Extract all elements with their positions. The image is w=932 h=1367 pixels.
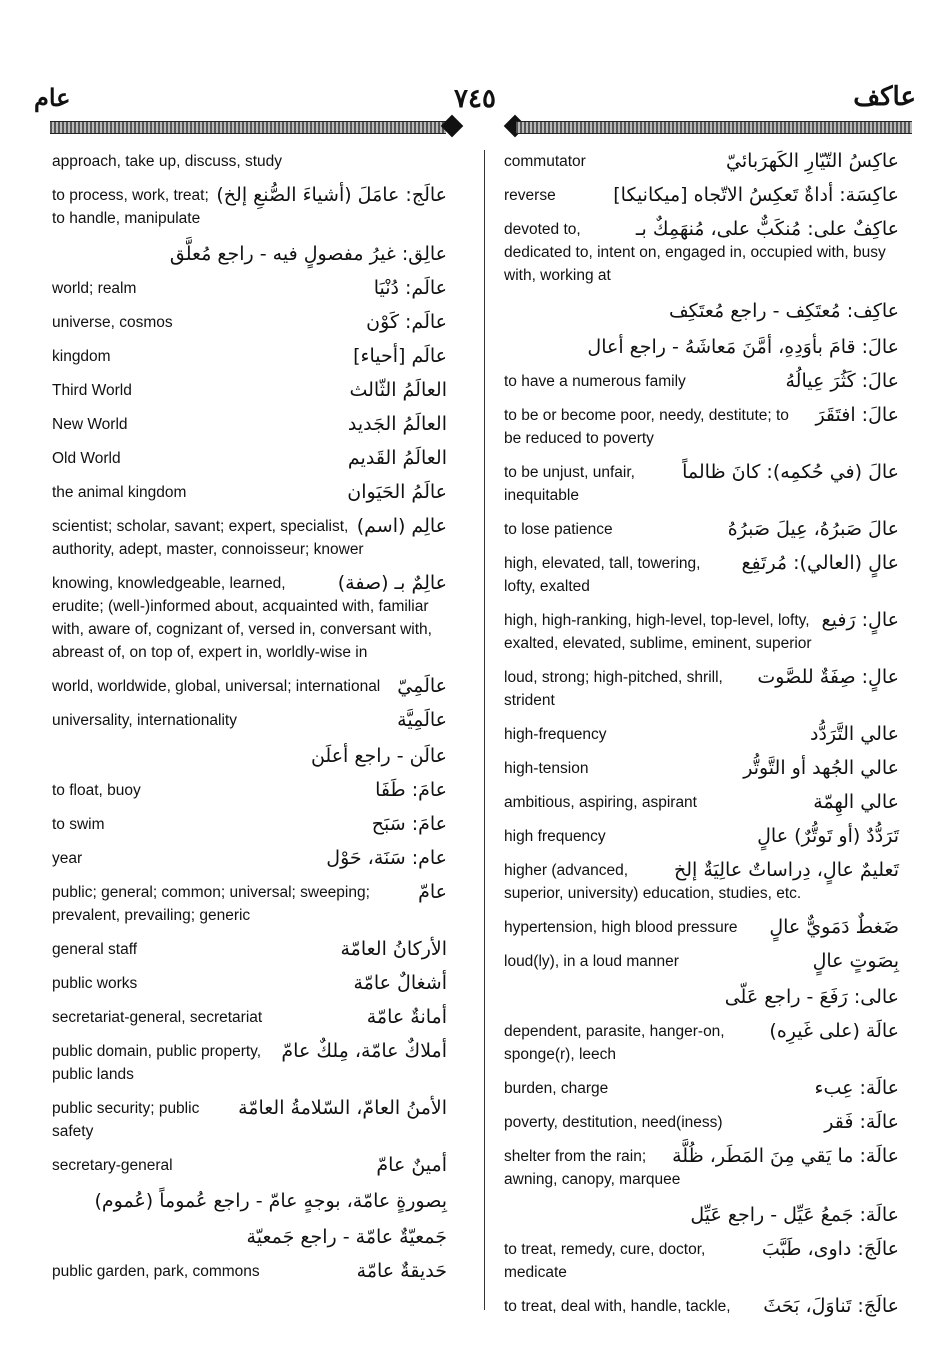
definition-english: secretariat-general, secretariat [52, 1009, 263, 1026]
dictionary-entry [52, 1006, 447, 1029]
dictionary-entry [52, 938, 447, 961]
definition-english: to have a numerous family [504, 373, 686, 390]
headword-arabic: عاكِسَة: أداةٌ تَعكِسُ الاتّجاه [ميكانيكا] [613, 184, 899, 206]
headword-arabic: عالَة (على غَيرِه) [769, 1020, 899, 1042]
dictionary-entry-crossref: جَمعيّةٌ عامّة - راجع جَمعيّة [246, 1226, 447, 1248]
headword-arabic: عالَم: دُنْيَا [373, 277, 447, 299]
definition-english: high-tension [504, 760, 589, 777]
definition-english: dependent, parasite, hanger-on, sponge(r), leech [504, 1023, 725, 1063]
definition-english: world; realm [52, 280, 137, 297]
dictionary-entry [52, 515, 447, 561]
headword-arabic: الأمنُ العامّ، السّلامةُ العامّة [238, 1097, 447, 1119]
definition-english: universality, internationality [52, 712, 237, 729]
dictionary-entry [504, 184, 899, 207]
definition-english: New World [52, 416, 128, 433]
dictionary-entry [504, 1111, 899, 1134]
dictionary-entry [52, 277, 447, 300]
dictionary-entry-crossref: عالَة: جَمعُ عَيِّل - راجع عَيِّل [690, 1204, 899, 1226]
dictionary-entry-crossref: عاكِف: مُعتَكِف - راجع مُعتَكِف [668, 300, 899, 322]
definition-english: to float, buoy [52, 782, 141, 799]
definition-english: hypertension, high blood pressure [504, 919, 738, 936]
headword-arabic: عالَمُ الحَيَوان [347, 481, 447, 503]
definition-english: universe, cosmos [52, 314, 173, 331]
dictionary-entry [504, 1238, 899, 1284]
headword-arabic: عالٍ (العالي): مُرتَفِع [741, 552, 899, 574]
headword-arabic: عالَم [أحياء] [353, 345, 447, 367]
headword-arabic: عاكِفٌ على: مُنكَبٌّ على، مُنهَمِكٌ بـ [635, 218, 899, 240]
running-head-right: عاكف [853, 82, 916, 111]
definition-english: to be or become poor, needy, destitute; to be reduced to poverty [504, 407, 789, 447]
dictionary-entry [52, 709, 447, 732]
dictionary-entry [504, 666, 899, 712]
headword-arabic: عالَة: عِبء [814, 1077, 899, 1099]
headword-arabic: عالٍ: رَفيع [821, 609, 899, 631]
definition-english: to swim [52, 816, 105, 833]
definition-english: year [52, 850, 83, 867]
dictionary-entry [52, 779, 447, 802]
definition-english: to treat, deal with, handle, tackle, [504, 1298, 731, 1315]
dictionary-entry [504, 1145, 899, 1191]
headword-arabic: ضَغطٌ دَمَويٌّ عالٍ [769, 916, 899, 938]
headword-arabic: عالِمٌ بـ (صفة) [337, 572, 447, 594]
headword-arabic: تَرَدُّدٌ (أو تَوتُّرٌ) عالٍ [757, 825, 899, 847]
dictionary-entry [504, 1077, 899, 1100]
dictionary-entry [504, 1020, 899, 1066]
headword-arabic: عالَ صَبرُهُ، عِيلَ صَبرُهُ [727, 518, 899, 540]
definition-english: kingdom [52, 348, 111, 365]
headword-arabic: عالَمِيّ [397, 675, 447, 697]
dictionary-entry [52, 345, 447, 368]
headword-arabic: عالي التَّرَدُّد [810, 723, 899, 745]
definition-english: public garden, park, commons [52, 1263, 260, 1280]
headword-arabic: الأركانُ العامّة [340, 938, 447, 960]
headword-arabic: عالَم: كَوْن [366, 311, 447, 333]
definition-english: to treat, remedy, cure, doctor, medicate [504, 1241, 706, 1281]
dictionary-entry [52, 447, 447, 470]
dictionary-entry [504, 825, 899, 848]
dictionary-entry [52, 413, 447, 436]
dictionary-entry [52, 481, 447, 504]
definition-english: Third World [52, 382, 132, 399]
dictionary-entry-crossref: عالِق: غيرُ مفصولٍ فيه - راجع مُعلَّق [169, 243, 447, 265]
headword-arabic: عالَمِيَّة [397, 709, 447, 731]
definition-english: commutator [504, 153, 586, 170]
dictionary-entry [504, 950, 899, 973]
dictionary-entry-crossref: عالَ: قامَ بأوَدِهِ، أمَّنَ مَعاشَهُ - راجع أعال [587, 336, 899, 358]
headword-arabic: عالي الجُهد أو التَّوتُّر [743, 757, 899, 779]
headword-arabic: عالَ: كَثُرَ عِيالُهُ [785, 370, 899, 392]
page-number: ٧٤٥ [454, 84, 496, 113]
dictionary-entry-crossref: عالَن - راجع أعلَن [310, 745, 447, 767]
definition-english: high-frequency [504, 726, 607, 743]
headword-arabic: عامّ [418, 881, 447, 903]
dictionary-entry [52, 1097, 447, 1143]
dictionary-entry [52, 675, 447, 698]
definition-english: ambitious, aspiring, aspirant [504, 794, 697, 811]
headword-arabic: حَديقةٌ عامّة [356, 1260, 447, 1282]
headword-arabic: تَعليمٌ عالٍ، دِراساتٌ عالِيَةٌ إلخ [673, 859, 899, 881]
definition-english: Old World [52, 450, 121, 467]
headword-arabic: العالَمُ الثّالث [349, 379, 447, 401]
definition-english: general staff [52, 941, 138, 958]
definition-english: high, high-ranking, high-level, top-level, lofty, exalted, elevated, sublime, eminent, superior [504, 612, 812, 652]
headword-arabic: أمينٌ عامّ [376, 1154, 447, 1176]
definition-english: public security; public safety [52, 1100, 200, 1140]
dictionary-entry [52, 572, 447, 664]
headword-arabic: عالَج: عامَلَ (أشياءَ الصُّنعِ إلخ) [216, 184, 447, 206]
right-column [504, 150, 899, 1329]
dictionary-entry [504, 1295, 899, 1318]
definition-english: reverse [504, 187, 556, 204]
headword-arabic: أشغالٌ عامّة [353, 972, 447, 994]
column-divider [484, 150, 485, 1310]
running-head-left: عام [34, 86, 71, 112]
definition-english: loud(ly), in a loud manner [504, 953, 679, 970]
definition-english: devoted to, dedicated to, intent on, engaged in, occupied with, busy with, working at [504, 221, 886, 284]
definition-english: public domain, public property, public lands [52, 1043, 262, 1083]
headword-arabic: العالَمُ القَديم [347, 447, 447, 469]
dictionary-entry [52, 1154, 447, 1177]
definition-english: shelter from the rain; awning, canopy, marquee [504, 1148, 681, 1188]
dictionary-entry [52, 813, 447, 836]
headword-arabic: عالَ (في حُكمِه): كانَ ظالماً [682, 461, 899, 483]
headword-arabic: عامَ: سَبَح [371, 813, 447, 835]
dictionary-entry [52, 184, 447, 230]
definition-english: burden, charge [504, 1080, 609, 1097]
dictionary-entry [52, 311, 447, 334]
dictionary-entry [52, 1260, 447, 1283]
definition-english: public works [52, 975, 138, 992]
dictionary-entry [504, 150, 899, 173]
definition-english: to lose patience [504, 521, 613, 538]
dictionary-entry [504, 757, 899, 780]
dictionary-entry-crossref: بِصورةٍ عامّة، بوجهٍ عامّ - راجع عُموماً (عُموم) [94, 1190, 447, 1212]
definition-english: world, worldwide, global, universal; international [52, 678, 381, 695]
dictionary-entry [504, 791, 899, 814]
dictionary-entry [504, 552, 899, 598]
dictionary-entry [504, 404, 899, 450]
dictionary-entry [52, 150, 447, 173]
definition-english: higher (advanced, superior, university) education, studies, etc. [504, 862, 802, 902]
dictionary-entry [52, 1040, 447, 1086]
headword-arabic: عالٍ: صِفَةٌ للصَّوت [757, 666, 899, 688]
headword-arabic: أملاكٌ عامّة، مِلكٌ عامّ [281, 1040, 447, 1062]
dictionary-entry [504, 916, 899, 939]
headword-arabic: عام: سَنَة، حَوْل [326, 847, 447, 869]
dictionary-entry [52, 972, 447, 995]
headword-arabic: عامَ: طَفَا [375, 779, 447, 801]
definition-english: high frequency [504, 828, 606, 845]
dictionary-entry [504, 461, 899, 507]
dictionary-entry [504, 218, 899, 287]
definition-english: to process, work, treat; to handle, manipulate [52, 187, 209, 227]
headword-arabic: بِصَوتٍ عالٍ [812, 950, 899, 972]
definition-english: poverty, destitution, need(iness) [504, 1114, 723, 1131]
definition-english: public; general; common; universal; sweeping; prevalent, prevailing; generic [52, 884, 370, 924]
dictionary-entry [504, 609, 899, 655]
definition-english: approach, take up, discuss, study [52, 153, 283, 170]
definition-english: the animal kingdom [52, 484, 187, 501]
dictionary-entry [504, 370, 899, 393]
headword-arabic: عالِم (اسم) [356, 515, 447, 537]
dictionary-entry-crossref: عالى: رَفَعَ - راجع عَلّى [724, 986, 899, 1008]
definition-english: secretary-general [52, 1157, 173, 1174]
headword-arabic: عالَة: فَقر [824, 1111, 899, 1133]
header-rule-left [50, 121, 446, 134]
left-column [52, 150, 447, 1294]
headword-arabic: عالَجَ: تَناوَلَ، بَحَثَ [763, 1295, 899, 1317]
definition-english: knowing, knowledgeable, learned, erudite; (well-)informed about, acquainted with, familiar with, aware of, cognizant of, versed in, conversant with, abreast of, on top of, expert in, worldly-wise in [52, 575, 432, 661]
dictionary-entry [52, 847, 447, 870]
headword-arabic: عالَة: ما يَقي مِنَ المَطَر، ظُلَّة [672, 1145, 899, 1167]
definition-english: scientist; scholar, savant; expert, specialist, authority, adept, master, connoisseur; knower [52, 518, 364, 558]
headword-arabic: عاكِسُ التّيّارِ الكَهرَبائيّ [726, 150, 899, 172]
dictionary-entry [52, 379, 447, 402]
dictionary-entry [504, 518, 899, 541]
headword-arabic: العالَمُ الجَديد [347, 413, 447, 435]
definition-english: to be unjust, unfair, inequitable [504, 464, 635, 504]
headword-arabic: أمانةٌ عامّة [366, 1006, 447, 1028]
dictionary-entry [52, 881, 447, 927]
headword-arabic: عالَجَ: داوى، طَبَّبَ [761, 1238, 899, 1260]
headword-arabic: عالَ: افتَقَرَ [815, 404, 899, 426]
definition-english: high, elevated, tall, towering, lofty, exalted [504, 555, 701, 595]
headword-arabic: عالي الهِمّة [813, 791, 899, 813]
definition-english: loud, strong; high-pitched, shrill, strident [504, 669, 723, 709]
dictionary-entry [504, 859, 899, 905]
dictionary-entry [504, 723, 899, 746]
header-rule-right [516, 121, 912, 134]
